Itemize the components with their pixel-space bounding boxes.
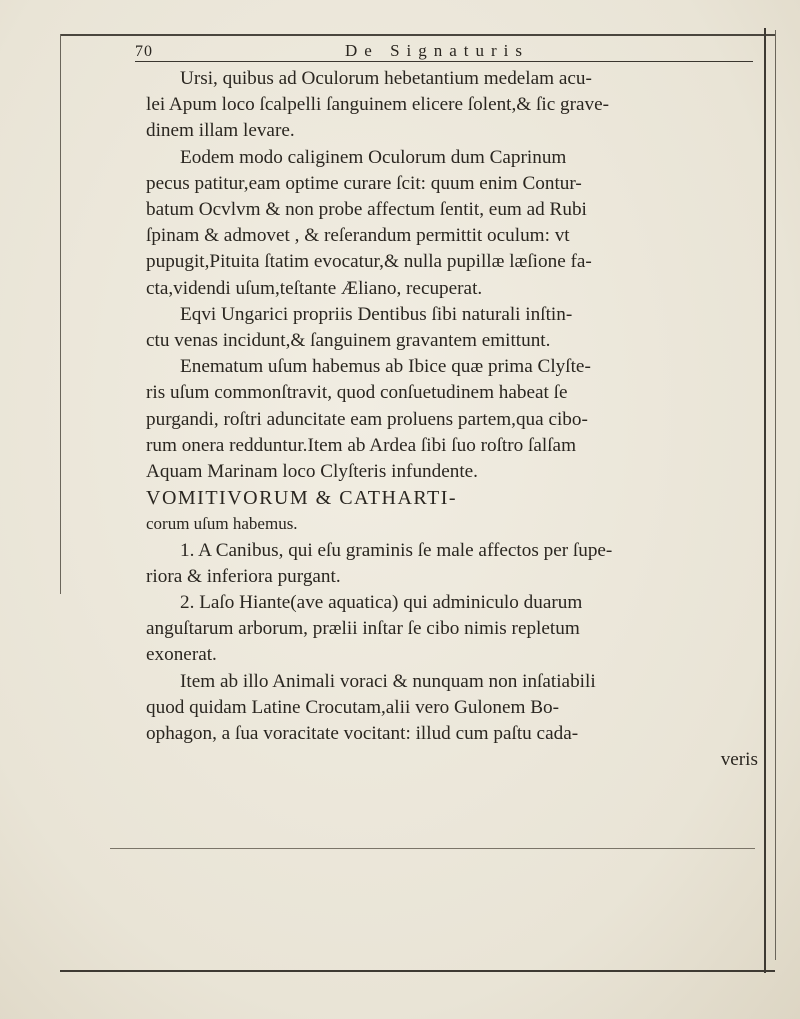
paragraph-line: purgandi, roſtri aduncitate eam proluens partem,qua cibo- [146,408,588,430]
list-item-line: exonerat. [146,644,217,666]
list-item-line: ophagon, a ſua voracitate vocitant: illud cum paſtu cada- [146,723,579,745]
paragraph-line: dinem illam levare. [146,120,295,142]
paragraph-line: rum onera redduntur.Item ab Ardea ſibi ſuo roſtro ſalſam [146,434,576,456]
catchword: veris [720,749,758,771]
page-number: 70 [135,43,153,60]
paragraph-line: Eqvi Ungarici propriis Dentibus ſibi naturali inſtin- [180,303,573,325]
paragraph-line: ris uſum commonſtravit, quod conſuetudinem habeat ſe [146,382,568,404]
paragraph-line: ctu venas incidunt,& ſanguinem gravantem emittunt. [146,330,551,352]
paragraph-line: ſpinam & admovet , & reſerandum permittit oculum: vt [146,225,570,247]
text-block [146,66,764,773]
frame-bottom-line [60,970,775,972]
list-item-line: 1. A Canibus, qui eſu graminis ſe male affectos per ſupe- [180,539,613,561]
paragraph-line: lei Apum loco ſcalpelli ſanguinem elicere ſolent,& ſic grave- [146,94,610,116]
paragraph-line: Aquam Marinam loco Clyſteris infundente. [146,461,478,483]
paragraph-line: Ursi, quibus ad Oculorum hebetantium medelam acu- [180,68,592,89]
paragraph-line: Enematum uſum habemus ab Ibice quæ prima Clyſte- [180,356,591,378]
frame-right-line-outer [775,30,776,960]
paragraph-line: cta,videndi uſum,teſtante Æliano, recuperat. [146,277,483,299]
frame-right-line [764,28,766,973]
running-title: De Signaturis [345,41,530,60]
list-item-line: quod quidam Latine Crocutam,alii vero Gulonem Bo- [146,696,559,718]
section-heading: VOMITIVORUM & CATHARTI- [146,487,458,510]
list-item-line: 2. Laſo Hiante(ave aquatica) qui adminiculo duarum [180,592,583,614]
list-item-line: riora & inferiora purgant. [146,565,341,587]
text-block-bottom-rule [110,848,755,849]
list-item-line: Item ab illo Animali voraci & nunquam non inſatiabili [180,670,596,692]
header-rule [135,61,753,62]
list-item-line: anguſtarum arborum, prælii inſtar ſe cibo nimis repletum [146,618,580,640]
paragraph-line: batum Ocvlvm & non probe affectum ſentit, eum ad Rubi [146,199,587,221]
section-subheading: corum uſum habemus. [146,514,298,534]
frame-left-line [60,34,61,594]
frame-top-line [60,34,775,36]
paragraph-line: pupugit,Pituita ſtatim evocatur,& nulla pupillæ læſione fa- [146,251,592,273]
paragraph-line: pecus patitur,eam optime curare ſcit: quum enim Contur- [146,172,582,194]
paragraph-line: Eodem modo caliginem Oculorum dum Caprinum [180,146,567,168]
page-header [135,38,757,62]
